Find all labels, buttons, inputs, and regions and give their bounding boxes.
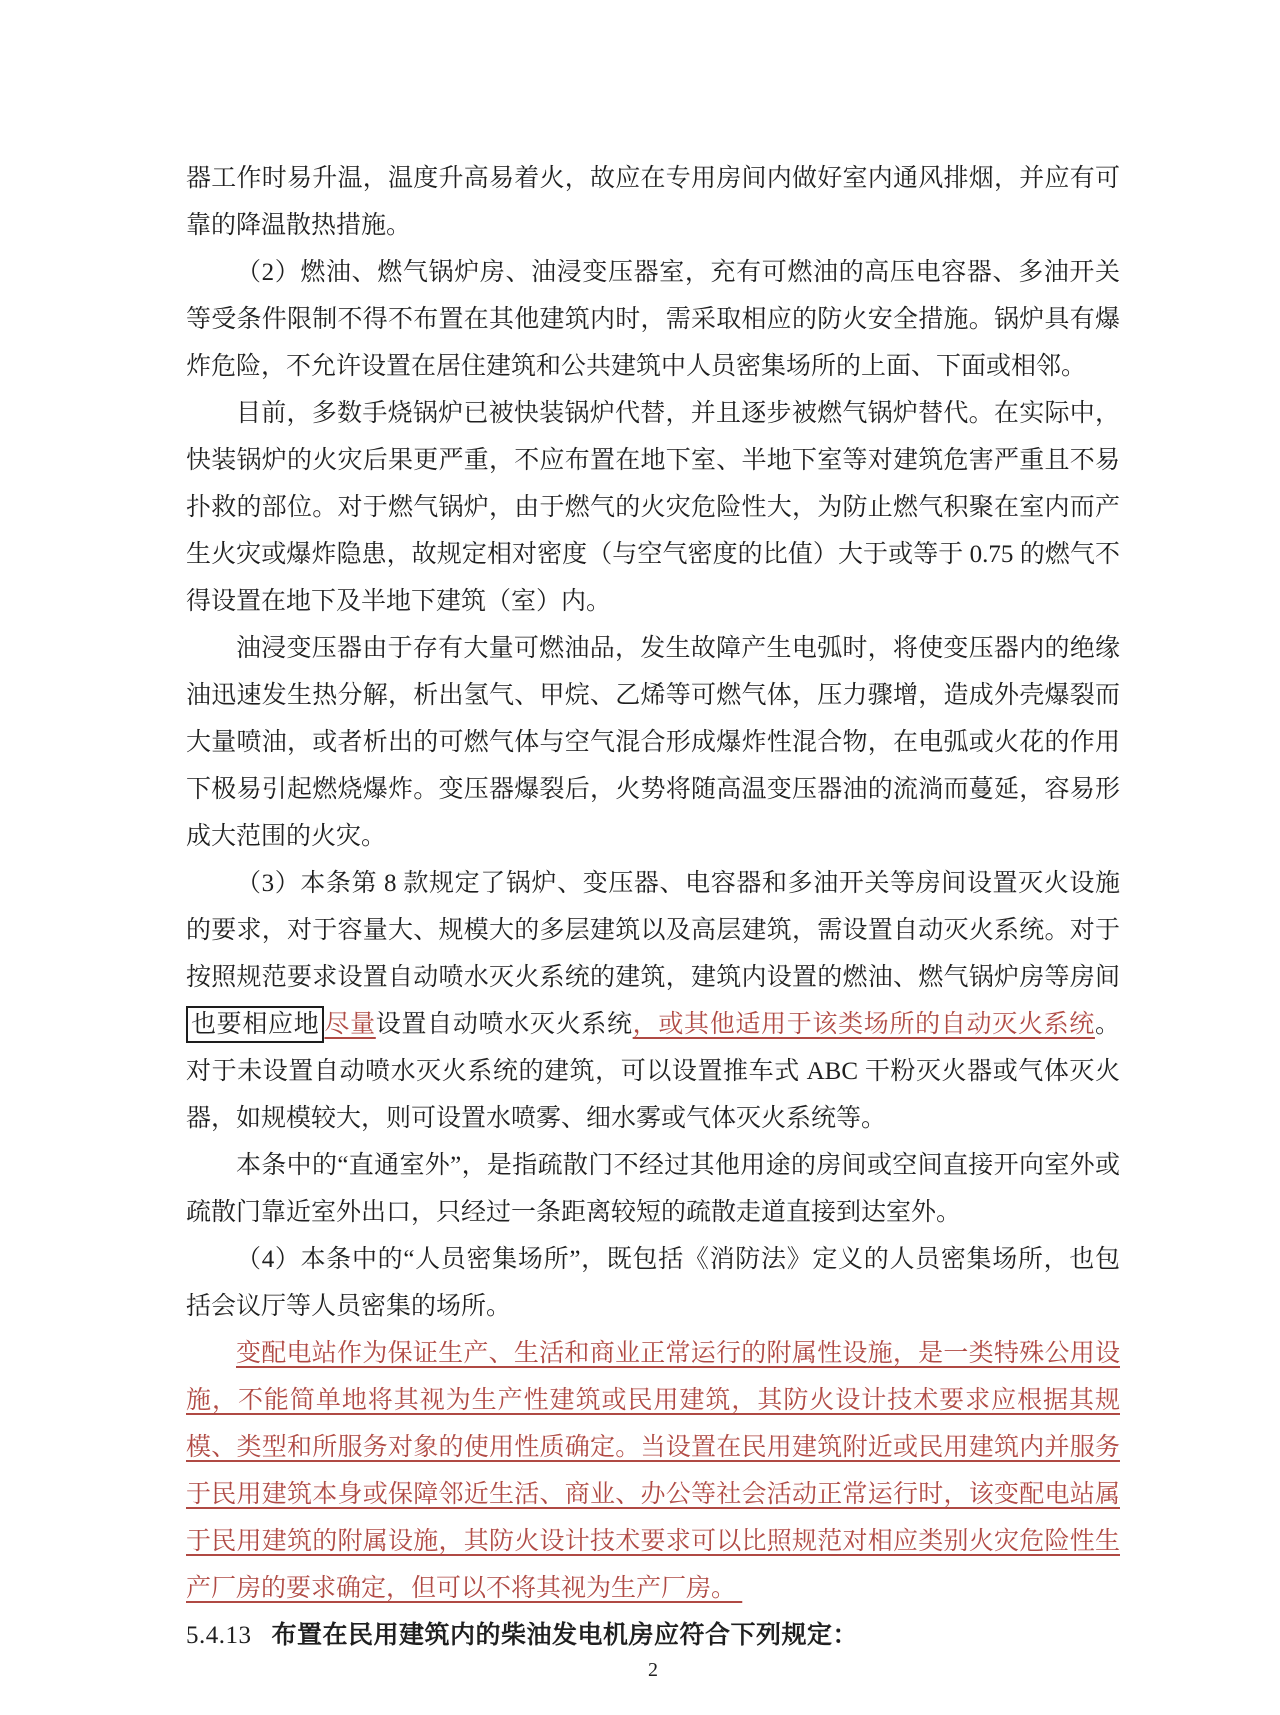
text-run: 。对于未设置自动喷水灭火系统的建筑，可以设置推车式 ABC 干粉灭火器或气体灭火器，如规模较大，则可设置水喷雾、细水雾或气体灭火系统等。 <box>186 1011 1120 1132</box>
section-heading <box>186 1612 1120 1659</box>
text-run: 目前，多数手烧锅炉已被快装锅炉代替，并且逐步被燃气锅炉替代。在实际中，快装锅炉的火灾后果更严重，不应布置在地下室、半地下室等对建筑危害严重且不易扑救的部位。对于燃气锅炉，由于燃气的火灾危险性大，为防止燃气积聚在室内而产生火灾或爆炸隐患，故规定相对密度（与空气密度的比值）大于或等于 0.75 的燃气不得设置在地下及半地下建筑（室）内。 <box>186 400 1120 615</box>
text-run: 器工作时易升温，温度升高易着火，故应在专用房间内做好室内通风排烟，并应有可靠的降温散热措施。 <box>186 165 1120 239</box>
page-number: 2 <box>648 1659 658 1681</box>
page-footer <box>186 1656 1120 1684</box>
paragraph <box>186 390 1120 625</box>
paragraph <box>186 1142 1120 1236</box>
paragraph <box>186 625 1120 860</box>
text-run-red: ，或其他适用于该类场所的自动灭火系统 <box>632 1011 1095 1038</box>
paragraph <box>186 1236 1120 1330</box>
paragraph <box>186 860 1120 1142</box>
text-run: （4）本条中的“人员密集场所”，既包括《消防法》定义的人员密集场所，也包括会议厅等人员密集的场所。 <box>186 1246 1120 1320</box>
text-run-red: 尽量 <box>324 1011 376 1038</box>
paragraph <box>186 249 1120 390</box>
text-run-red: 变配电站作为保证生产、生活和商业正常运行的附属性设施，是一类特殊公用设施，不能简单地将其视为生产性建筑或民用建筑，其防火设计技术要求应根据其规模、类型和所服务对象的使用性质确定。当设置在民用建筑附近或民用建筑内并服务于民用建筑本身或保障邻近生活、商业、办公等社会活动正常运行时，该变配电站属于民用建筑的附属设施，其防火设计技术要求可以比照规范对相应类别火灾危险性生产厂房的要求确定，但可以不将其视为生产厂房。 <box>186 1340 1120 1602</box>
text-run: 设置自动喷水灭火系统 <box>375 1011 633 1038</box>
text-run: （2）燃油、燃气锅炉房、油浸变压器室，充有可燃油的高压电容器、多油开关等受条件限制不得不布置在其他建筑内时，需采取相应的防火安全措施。锅炉具有爆炸危险，不允许设置在居住建筑和公共建筑中人员密集场所的上面、下面或相邻。 <box>186 259 1120 380</box>
paragraphs <box>186 155 1120 1612</box>
paragraph <box>186 1330 1120 1612</box>
text-run: 本条中的“直通室外”，是指疏散门不经过其他用途的房间或空间直接开向室外或疏散门靠近室外出口，只经过一条距离较短的疏散走道直接到达室外。 <box>186 1152 1120 1226</box>
text-run-boxed: 也要相应地 <box>186 1006 324 1043</box>
section-title: 布置在民用建筑内的柴油发电机房应符合下列规定： <box>271 1621 859 1649</box>
text-run: 油浸变压器由于存有大量可燃油品，发生故障产生电弧时，将使变压器内的绝缘油迅速发生热分解，析出氢气、甲烷、乙烯等可燃气体，压力骤增，造成外壳爆裂而大量喷油，或者析出的可燃气体与空气混合形成爆炸性混合物，在电弧或火花的作用下极易引起燃烧爆炸。变压器爆裂后，火势将随高温变压器油的流淌而蔓延，容易形成大范围的火灾。 <box>186 635 1120 850</box>
paragraph <box>186 155 1120 249</box>
text-run: （3）本条第 8 款规定了锅炉、变压器、电容器和多油开关等房间设置灭火设施的要求，对于容量大、规模大的多层建筑以及高层建筑，需设置自动灭火系统。对于按照规范要求设置自动喷水灭火系统的建筑，建筑内设置的燃油、燃气锅炉房等房间 <box>186 870 1120 991</box>
section-number: 5.4.13 <box>186 1622 252 1649</box>
text-block <box>186 155 1120 1659</box>
